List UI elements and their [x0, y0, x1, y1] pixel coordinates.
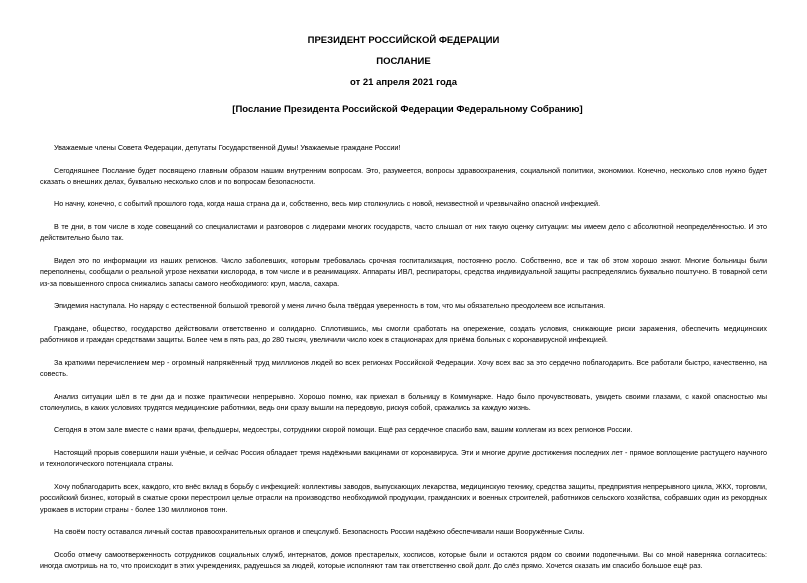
paragraph: Уважаемые члены Совета Федерации, депутаты Государственной Думы! Уважаемые граждане России!	[54, 143, 401, 152]
paragraph: Граждане, общество, государство действовали ответственно и солидарно. Сплотившись, мы смогли сработать на опережение, создать условия, снижающие риски заражения, обеспечить медицинских работников и граждан средствами защиты. Более чем в пять раз, до 280 тысяч, увеличили число коек в стационарах для приёма больных с коронавирусной инфекцией.	[40, 323, 767, 345]
paragraph: Видел это по информации из наших регионов. Число заболевших, которым требовалась срочная госпитализация, постоянно росло. Собственно, все и так об этом хорошо знают. Многие больницы были переполнены, сообщали о реальной угрозе нехватки кислорода, в том числе и в реанимациях. Аппараты ИВЛ, респираторы, средства индивидуальной защиты распределялись буквально поштучно. В товарной сети из-за повышенного спроса снижались запасы самого необходимого: круп, масла, сахара.	[40, 255, 767, 288]
paragraph: Особо отмечу самоотверженность сотрудников социальных служб, интернатов, домов престарелых, хосписов, которые были и остаются рядом со своими подопечными. Вы со мной наверняка согласитесь: иногда смотришь на то, что происходит в этих учреждениях, радуешься за людей, которые исполняют там так ответственно свой долг. До слёз прямо. Хочется сказать им спасибо большое ещё раз.	[40, 549, 767, 570]
paragraph: За краткими перечислением мер - огромный напряжённый труд миллионов людей во всех регионах Российской Федерации. Хочу всех вас за это сердечно поблагодарить. Все работали быстро, качественно, на совесть.	[40, 357, 767, 378]
paragraph: Сегодня в этом зале вместе с нами врачи, фельдшеры, медсестры, сотрудники скорой помощи. Ещё раз сердечное спасибо вам, вашим коллегам из всех регионов России.	[54, 425, 633, 435]
paragraph: Сегодняшнее Послание будет посвящено главным образом нашим внутренним вопросам. Это, разумеется, вопросы здравоохранения, социальной политики, экономики. Конечно, несколько слов нужно будет сказать о внешних делах, буквально несколько слов и по вопросам безопасности.	[40, 165, 767, 186]
paragraph: На своём посту оставался личный состав правоохранительных органов и спецслужб. Безопасность России надёжно обеспечивали наши Вооружённые Силы.	[54, 527, 585, 537]
document-type: ПОСЛАНИЕ	[376, 56, 431, 67]
paragraph: Эпидемия наступала. Но наряду с естественной большой тревогой у меня лично была твёрдая уверенность в том, что мы обязательно преодолеем все испытания.	[54, 301, 606, 311]
paragraph: Хочу поблагодарить всех, каждого, кто внёс вклад в борьбу с инфекцией: коллективы заводов, выпускающих лекарства, медицинскую технику, средства защиты, предприятия непрерывного цикла, ЖКХ, торговли, российский бизнес, который в сжатые сроки перестроил целые отрасли на производство необходимой продукции, гражданских и военных строителей, работников сельского хозяйства, собравших один из рекордных урожаев в истории страны - более 130 миллионов тонн.	[40, 481, 767, 514]
paragraph: Анализ ситуации шёл в те дни да и позже практически непрерывно. Хорошо помню, как приехал в больницу в Коммунарке. Надо было прочувствовать, увидеть своими глазами, с какой опасностью мы столкнулись, в каких условиях трудятся медицинские работники, ведь они сразу вышли на передовую, рискуя собой, сражались за каждую жизнь.	[40, 391, 767, 412]
document-date: от 21 апреля 2021 года	[350, 77, 457, 88]
paragraph: Настоящий прорыв совершили наши учёные, и сейчас Россия обладает тремя надёжными вакцинами от коронавируса. Эти и многие другие достижения последних лет - прямое воплощение растущего научного и технологического потенциала страны.	[40, 448, 767, 469]
paragraph: В те дни, в том числе в ходе совещаний со специалистами и разговоров с лидерами многих государств, часто слышал от них такую оценку ситуации: мы имеем дело с абсолютной неопределённостью. И это действительно было так.	[40, 222, 767, 243]
document-subtitle: [Послание Президента Российской Федерации Федеральному Собранию]	[232, 104, 583, 115]
document-body	[40, 142, 767, 583]
paragraph: Но начну, конечно, с событий прошлого года, когда наша страна да и, собственно, весь мир столкнулись с новой, неизвестной и чрезвычайно опасной инфекцией.	[54, 199, 601, 209]
document-title: ПРЕЗИДЕНТ РОССИЙСКОЙ ФЕДЕРАЦИИ	[307, 35, 500, 46]
